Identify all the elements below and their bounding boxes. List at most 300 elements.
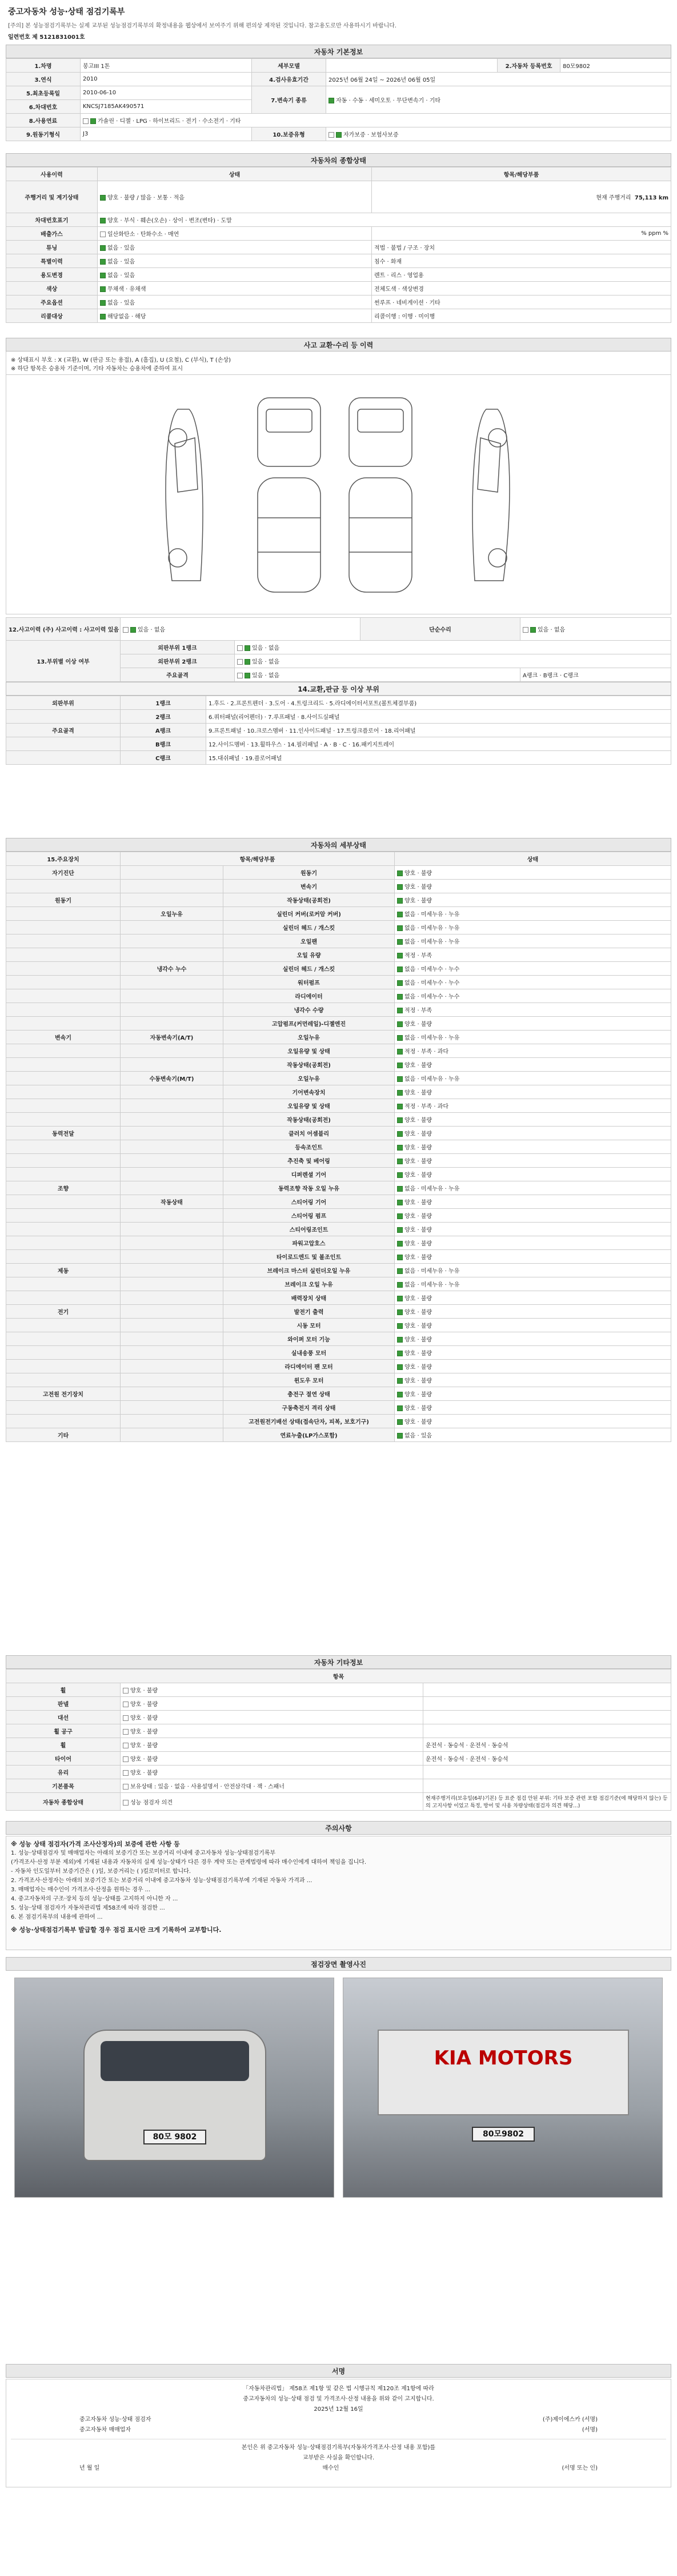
group-label: 변속기 [6,1031,121,1044]
group-label [6,1072,121,1085]
item-label: 구동축전지 격리 상태 [223,1401,395,1415]
table-row [6,1250,671,1264]
subgroup-label [121,1236,223,1250]
row-extra [423,1697,671,1711]
subgroup-label [121,893,223,907]
row-label [6,737,121,751]
checkbox-icon [237,659,243,665]
row-label: 기본품목 [6,1779,121,1793]
checkbox-icon [100,314,106,319]
field-value: 2010 [81,73,252,86]
table-row [6,295,671,309]
subgroup-label [121,921,223,934]
parts-table [6,696,671,765]
checkbox-icon [100,259,106,265]
row-value [121,1697,423,1711]
subgroup-label: 냉각수 누수 [121,962,223,976]
table-row [6,1044,671,1058]
option-text: 양호 · 불량 [130,1702,158,1708]
checkbox-icon [123,627,129,633]
row-value [235,641,671,654]
basic-info-table [6,58,671,141]
option-text: 양호 · 불량 [404,1145,432,1151]
table-row [6,1003,671,1017]
item-label: 라디에이터 [223,989,395,1003]
checkbox-icon [100,231,106,237]
serial-number: 5121831001호 [39,34,85,41]
option-text: 양호 · 불량 [404,1159,432,1165]
field-value [326,86,671,114]
row-value: 1.후드 · 2.프론트펜더 · 3.도어 · 4.트렁크리드 · 5.라디에이터서포트(볼트체결부품) [206,696,671,710]
option-text: 양호 · 불량 [404,1131,432,1137]
table-row [6,1291,671,1305]
row-label: 용도변경 [6,268,98,282]
item-state [395,866,671,880]
row-extra: 썬루프 · 네비게이션 · 기타 [372,295,671,309]
row-value [98,295,372,309]
checkbox-icon [397,1323,403,1329]
item-label: 오일 유량 [223,948,395,962]
group-label [6,1291,121,1305]
subgroup-label [121,976,223,989]
table-row [6,1264,671,1277]
row-label: 외판부위 2랭크 [121,654,235,668]
table-row [6,1236,671,1250]
table-row [6,1140,671,1154]
other-table [6,1669,671,1811]
detail-section [6,834,671,1442]
row-label: 휠 [6,1683,121,1697]
row-label: 색상 [6,282,98,295]
table-row [6,227,671,241]
checkbox-icon [397,1337,403,1343]
column-header: 상태 [395,852,671,866]
table-row [6,907,671,921]
repair-section [6,334,671,376]
group-label [6,1415,121,1428]
option-text: 있음 · 없음 [252,659,280,665]
item-state [395,1223,671,1236]
checkbox-icon [397,994,403,1000]
row-value [98,268,372,282]
option-text: 양호 · 불량 [130,1756,158,1763]
row-label: 휠 공구 [6,1724,121,1738]
seller-signature[interactable]: (서명) [582,2427,598,2433]
row-label: 타이어 [6,1752,121,1766]
checkbox-icon [329,132,334,138]
truck-tailgate-icon [378,2030,629,2115]
row-label: 주요골격 [121,668,235,682]
item-label: 파워고압호스 [223,1236,395,1250]
item-state [395,1428,671,1442]
subgroup-label [121,1168,223,1181]
option-text: 없음 · 미세누유 · 누유 [404,1076,460,1083]
item-state [395,934,671,948]
subgroup-label [121,1058,223,1072]
detail-title: 자동차의 세부상태 [6,838,671,852]
accident-table [6,617,671,682]
table-row [6,181,671,213]
row-label: 단순수리 [360,618,520,641]
sign-box [6,2379,671,2487]
field-value: 80모9802 [560,59,671,73]
row-value [121,1779,423,1793]
checkbox-icon [397,1241,403,1247]
item-state [395,1195,671,1209]
row-extra [423,1779,671,1793]
repair-legend [6,352,671,376]
buyer-signature[interactable]: (서명 또는 인) [562,2465,598,2471]
option-text: 양호 · 불량 [404,1213,432,1220]
checkbox-icon [397,939,403,945]
option-text: 없음 · 미세누유 · 누유 [404,1186,460,1192]
group-label [6,1223,121,1236]
checkbox-icon [123,1800,129,1806]
option-text: 양호 · 불량 [404,1323,432,1329]
item-state [395,1017,671,1031]
option-text: 양호 · 불량 [404,1255,432,1261]
parts-title: 14.교환,판금 등 이상 부위 [6,682,671,696]
option-text: 자동 · 수동 · 세미오토 · 무단변속기 · 기타 [336,98,441,104]
checkbox-icon [523,627,528,633]
item-state [395,976,671,989]
option-text: 없음 · 미세누유 · 누유 [404,1035,460,1041]
checkbox-icon [397,980,403,986]
item-state [395,1401,671,1415]
checkbox-icon [397,1268,403,1274]
row-value [235,668,520,682]
item-state [395,1305,671,1319]
photos-section [6,1954,671,1971]
status-section [6,150,671,323]
license-plate-front: 80모 9802 [143,2130,206,2144]
row-label: 특별이력 [6,254,98,268]
item-label: 브레이크 오일 누유 [223,1277,395,1291]
sign-text: 교부받은 사실을 확인합니다. [302,2455,375,2461]
checkbox-icon [123,1756,129,1762]
option-text: 양호 · 불량 [404,1021,432,1028]
field-label: 8.사용연료 [6,114,81,127]
group-label [6,1099,121,1113]
group-label: 기타 [6,1428,121,1442]
item-label: 작동상태(공회전) [223,1113,395,1127]
checkbox-icon [397,1392,403,1397]
status-title: 자동차의 종합상태 [6,153,671,167]
basic-info-title: 자동차 기본정보 [6,45,671,58]
checkbox-icon [90,118,96,124]
option-text: 양호 · 불량 [130,1770,158,1776]
checkbox-icon [397,1364,403,1370]
field-label: 5.최초등록일 [6,86,81,100]
group-label: 원동기 [6,893,121,907]
checkbox-icon [397,1227,403,1233]
subgroup-label [121,989,223,1003]
option-text: 양호 · 불량 [130,1688,158,1694]
option-text: 일산화탄소 · 탄화수소 · 매연 [107,231,179,238]
checkbox-icon [397,1378,403,1384]
item-state [395,1044,671,1058]
table-row [6,1360,671,1373]
item-state [395,1415,671,1428]
option-text: 없음 · 있음 [107,300,135,306]
row-label: 외판부위 1랭크 [121,641,235,654]
row-extra [423,1711,671,1724]
checkbox-icon [397,870,403,876]
item-label: 오일유량 및 상태 [223,1044,395,1058]
car-diagram [6,374,671,614]
checkbox-icon [100,195,106,201]
item-label: 브레이크 마스터 실린더오일 누유 [223,1264,395,1277]
table-row [6,1346,671,1360]
caution-line: 1. 성능·상태점검자 및 매매업자는 아래의 보증기간 또는 보증거리 이내에 중고자동차 성능·상태점검기록부 [11,1850,276,1856]
group-label: 자기진단 [6,866,121,880]
option-text: 없음 · 미세누유 · 누유 [404,1282,460,1288]
row-label [6,710,121,724]
checkbox-icon [397,1433,403,1439]
table-row [6,1072,671,1085]
item-label: 오일누유 [223,1031,395,1044]
field-value: J3 [81,127,252,141]
subgroup-label [121,1401,223,1415]
field-value [326,59,498,73]
caution-line: 4. 중고자동차의 구조·장치 등의 성능·상태를 고지하지 아니한 자 ... [11,1896,178,1902]
item-state [395,907,671,921]
subgroup-label [121,1099,223,1113]
caution-line: - 자동차 인도일부터 보증기간은 ( )일, 보증거리는 ( )킬로미터로 합니다. [11,1868,191,1875]
mileage-value: 75,113 km [634,195,668,201]
table-row [6,1305,671,1319]
table-row [6,1683,671,1697]
checkbox-icon [397,1159,403,1164]
table-row [6,989,671,1003]
table-row [6,1195,671,1209]
option-text: 없음 · 미세누유 · 누유 [404,925,460,932]
row-value [121,1766,423,1779]
sign-title: 서명 [6,2364,671,2378]
table-header-row [6,167,671,181]
checkbox-icon [100,218,106,223]
column-header: 항목/해당부품 [372,167,671,181]
option-text: 양호 · 불량 [404,1351,432,1357]
caution-box [6,1836,671,1950]
column-header: 항목 [6,1670,671,1683]
table-row [6,1724,671,1738]
checker-row [11,2415,666,2425]
table-row [6,880,671,893]
item-state [395,1291,671,1305]
row-label: 휠 [6,1738,121,1752]
row-value [235,654,671,668]
option-text: 양호 · 불량 [404,1172,432,1179]
group-label: 동력전달 [6,1127,121,1140]
row-value [121,1752,423,1766]
group-label [6,976,121,989]
item-label: 작동상태(공회전) [223,893,395,907]
group-label [6,921,121,934]
group-label [6,1017,121,1031]
row-value [98,227,372,241]
caution-line: 6. 본 점검기록부의 내용에 관하여 ... [11,1914,103,1920]
windshield-icon [101,2041,249,2081]
row-label: 주요골격 [6,724,121,737]
item-label: 와이퍼 모터 기능 [223,1332,395,1346]
option-text: 양호 · 불량 [404,884,432,890]
item-label: 클러치 어셈블리 [223,1127,395,1140]
car-outline-icon [6,375,671,614]
table-row [6,1319,671,1332]
item-label: 연료누출(LP가스포함) [223,1428,395,1442]
table-row [6,710,671,724]
checkbox-icon [100,286,106,292]
rear-photo [343,1978,663,2198]
subgroup-label [121,1360,223,1373]
row-value [98,309,372,323]
checkbox-icon [397,1117,403,1123]
subgroup-label [121,1250,223,1264]
row-value [98,254,372,268]
group-label [6,880,121,893]
item-state [395,1031,671,1044]
table-row [6,1697,671,1711]
item-state [395,1058,671,1072]
checkbox-icon [397,1282,403,1288]
brand-text: KIA MOTORS [434,2047,573,2070]
subgroup-label [121,1291,223,1305]
field-value [81,114,671,127]
option-text: 무채색 · 유채색 [107,286,146,293]
row-extra: 현재주행거리(보유일(6부)기본) 등 표준 점검 안된 부위: 기타 보증 관련 포함 점검기준(에 해당하지 않는) 등의 고지사항 이었고 특정, 방어 및 사용 차량상태(점검자 의견 해당...) [423,1793,671,1811]
table-row [6,1752,671,1766]
table-row [6,114,671,127]
row-extra: 전체도색 · 색상변경 [372,282,671,295]
option-text: 양호 · 불량 [404,1419,432,1425]
table-row [6,934,671,948]
option-text: 양호 · 불량 / 많음 · 보통 · 적음 [107,195,185,201]
group-label [6,1236,121,1250]
table-row [6,1209,671,1223]
buyer-date: 년 월 일 [79,2465,100,2471]
item-label: 실린더 헤드 / 개스킷 [223,962,395,976]
item-state [395,962,671,976]
table-row [6,893,671,907]
subgroup-label: 작동상태 [121,1195,223,1209]
group-label [6,1250,121,1264]
item-state [395,1319,671,1332]
checker-signature[interactable]: (주)제이에스카 (서명) [542,2417,598,2423]
checkbox-icon [397,1090,403,1096]
checkbox-icon [237,673,243,678]
option-text: 적정 · 부족 [404,1008,432,1014]
option-text: 적정 · 부족 · 과다 [404,1104,449,1110]
checkbox-icon [397,1076,403,1082]
item-state [395,1277,671,1291]
checkbox-icon [245,659,250,665]
license-plate-rear: 80모9802 [472,2127,535,2142]
row-value: 6.쿼터패널(리어펜더) · 7.루프패널 · 8.사이드실패널 [206,710,671,724]
option-text: 없음 · 있음 [107,273,135,279]
item-label: 오일유량 및 상태 [223,1099,395,1113]
row-label: 차대번호표기 [6,213,98,227]
row-extra: 렌트 · 리스 · 영업용 [372,268,671,282]
group-label [6,1154,121,1168]
option-text: 보유상태 : 있음 · 없음 · 사용설명서 · 안전삼각대 · 잭 · 스패너 [130,1784,285,1790]
mileage-label: 현재 주행거리 [596,195,631,201]
row-label: 2랭크 [121,710,206,724]
item-label: 타이로드엔드 및 볼조인트 [223,1250,395,1264]
option-text: 양호 · 불량 [404,1090,432,1096]
subgroup-label [121,1085,223,1099]
checkbox-icon [123,1770,129,1776]
row-label: 자동차 종합상태 [6,1793,121,1811]
checkbox-icon [397,967,403,972]
checkbox-icon [397,1008,403,1013]
group-label: 조향 [6,1181,121,1195]
table-row [6,213,671,227]
group-label [6,1319,121,1332]
subgroup-label [121,1428,223,1442]
table-row [6,1154,671,1168]
photos-title: 점검장면 촬영사진 [6,1957,671,1971]
other-section [6,1652,671,1811]
front-photo [14,1978,334,2198]
row-label: 주요옵션 [6,295,98,309]
option-text: 있음 · 없음 [252,645,280,652]
subgroup-label [121,1332,223,1346]
item-label: 실내송풍 모터 [223,1346,395,1360]
subgroup-label [121,1140,223,1154]
caution-line: (가격조사·산정 부분 제외)에 기재된 내용과 자동차의 실제 성능·상태가 다른 경우 계약 또는 관계법령에 따라 매수인에게 대하여 책임을 집니다. [11,1859,366,1866]
column-header: 항목/해당부품 [121,852,395,866]
item-state [395,1264,671,1277]
sign-text: 본인은 위 중고자동차 성능·상태점검기록부(자동차가격조사·산정 내용 포함)를 [11,2439,666,2453]
option-text: 양호 · 불량 [404,1392,432,1398]
item-label: 고압펌프(커먼레일)-디젤엔진 [223,1017,395,1031]
checkbox-icon [397,1309,403,1315]
table-row [6,866,671,880]
field-value: KNCSJ7185AK490571 [81,100,252,114]
checkbox-icon [100,245,106,251]
option-text: 자가보증 · 보험사보증 [343,132,399,138]
option-text: 양호 · 불량 [404,870,432,877]
subgroup-label [121,934,223,948]
document-title: 중고자동차 성능·상태 점검기록부 [8,7,125,17]
group-label [6,1209,121,1223]
checkbox-icon [397,1351,403,1356]
row-value [121,618,360,641]
field-label: 4.검사유효기간 [252,73,326,86]
checkbox-icon [100,273,106,278]
option-text: 해당없음 · 해당 [107,314,146,320]
table-header-row [6,1670,671,1683]
row-label: B랭크 [121,737,206,751]
subgroup-label: 수동변속기(M/T) [121,1072,223,1085]
subgroup-label [121,1154,223,1168]
group-label [6,1195,121,1209]
option-text: 있음 · 없음 [252,673,280,679]
item-state [395,989,671,1003]
row-label: 주행거리 및 계기상태 [6,181,98,213]
item-label: 동력조향 작동 오일 누유 [223,1181,395,1195]
subgroup-label: 오일누유 [121,907,223,921]
table-row [6,751,671,765]
table-row [6,1127,671,1140]
option-text: 양호 · 불량 [404,1364,432,1371]
item-state [395,1099,671,1113]
option-text: 없음 · 미세누수 · 누수 [404,980,460,987]
subgroup-label [121,1387,223,1401]
row-value: 9.프론트패널 · 10.크로스멤버 · 11.인사이드패널 · 17.트렁크플로어 · 18.리어패널 [206,724,671,737]
group-label [6,907,121,921]
